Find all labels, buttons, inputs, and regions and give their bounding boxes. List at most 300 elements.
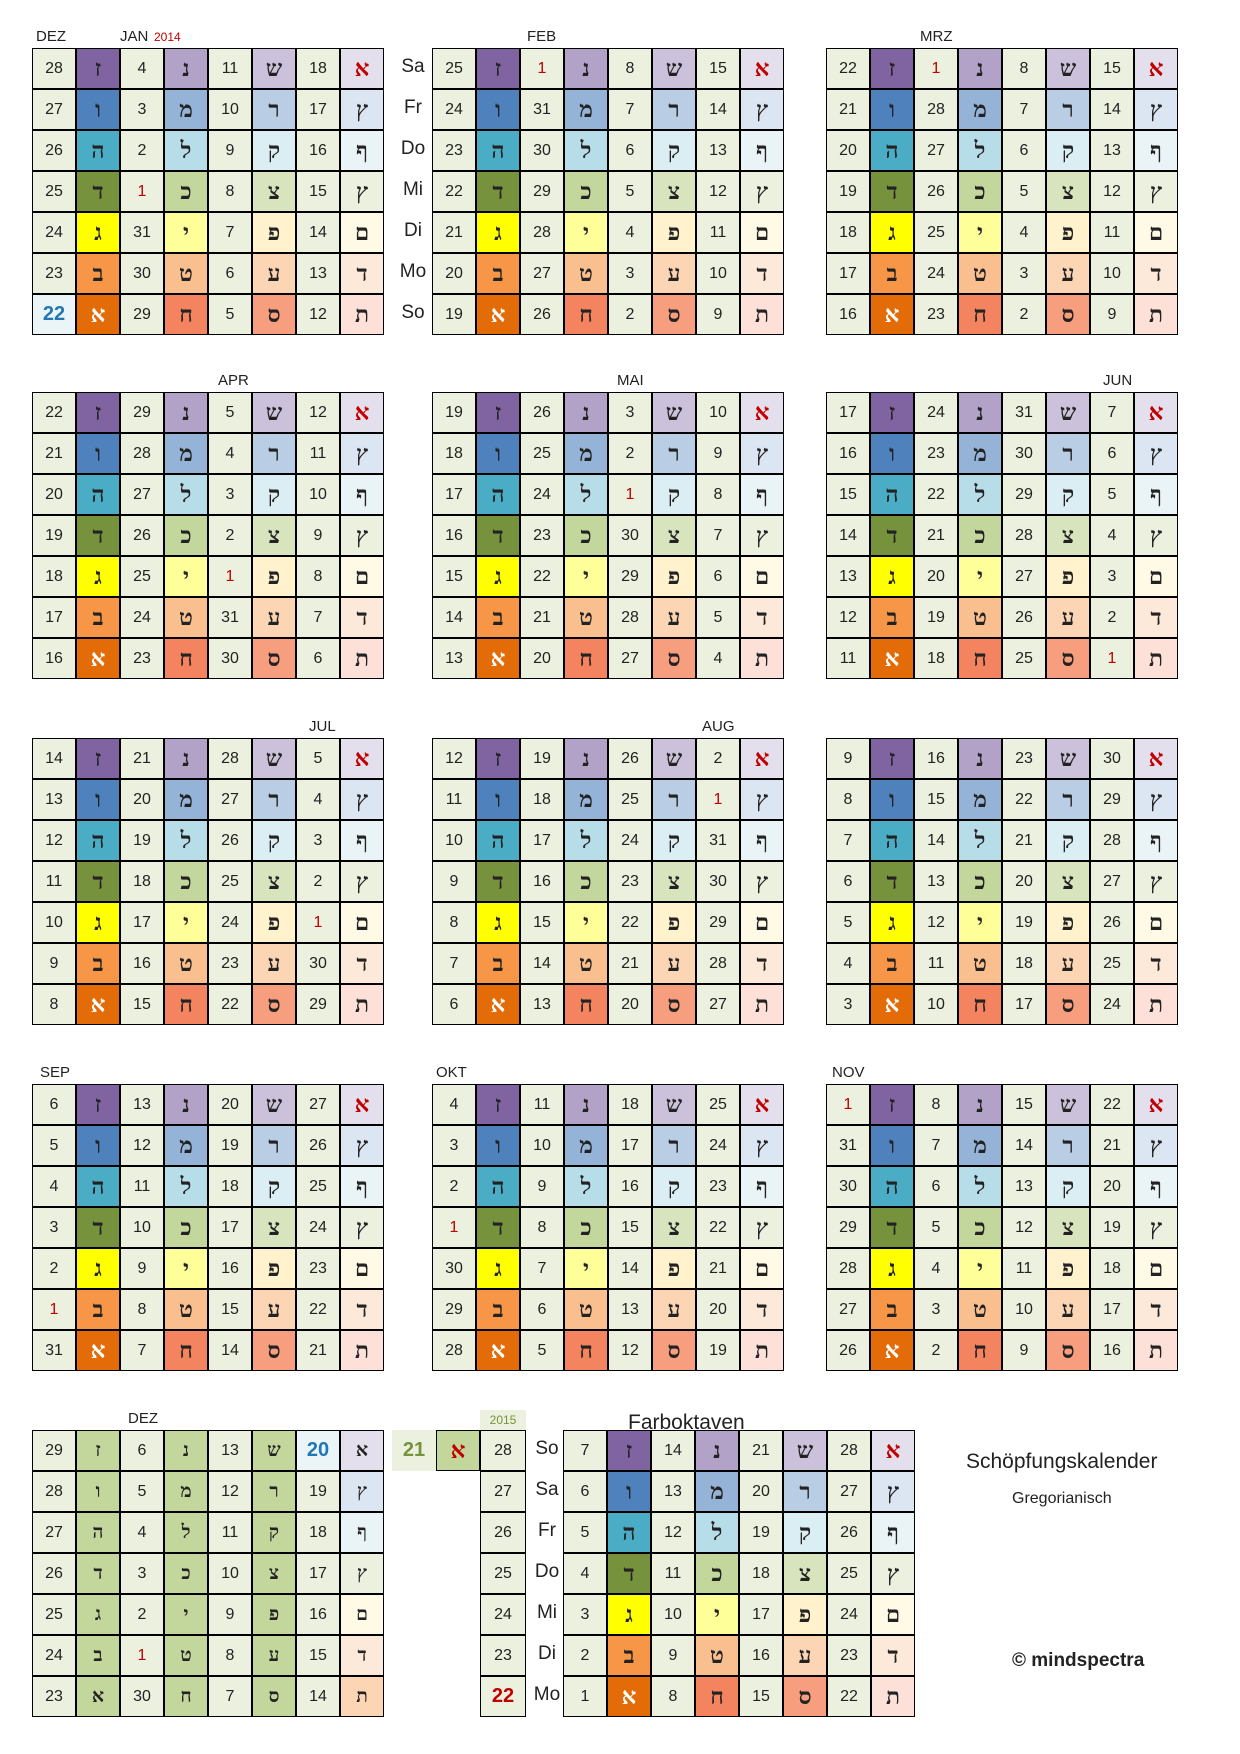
hebrew-letter-cell: ק — [252, 130, 296, 171]
hebrew-letter-cell: ם — [1134, 212, 1178, 253]
day-number-cell: 3 — [563, 1594, 607, 1635]
day-number-cell: 27 — [608, 638, 652, 679]
day-number-cell: 18 — [32, 556, 76, 597]
day-number-cell: 21 — [696, 1248, 740, 1289]
day-number-cell: 15 — [520, 902, 564, 943]
day-number-cell: 10 — [520, 1125, 564, 1166]
day-number-cell: 1 — [120, 1635, 164, 1676]
day-number-cell: 8 — [826, 779, 870, 820]
day-number-cell: 8 — [208, 171, 252, 212]
day-number-cell: 11 — [1002, 1248, 1046, 1289]
month-grid — [826, 392, 1178, 679]
hebrew-letter-cell: ה — [476, 820, 520, 861]
day-number-cell: 30 — [120, 253, 164, 294]
day-number-cell: 6 — [696, 556, 740, 597]
day-number-cell: 8 — [208, 1635, 252, 1676]
day-number-cell: 16 — [120, 943, 164, 984]
month-grid — [432, 392, 784, 679]
hebrew-letter-cell: ו — [76, 1471, 120, 1512]
day-number-cell: 14 — [1002, 1125, 1046, 1166]
hebrew-letter-cell: י — [958, 902, 1002, 943]
day-number-cell: 19 — [432, 294, 476, 335]
hebrew-letter-cell: ץ — [340, 89, 384, 130]
day-number-cell: 17 — [296, 1553, 340, 1594]
hebrew-letter-cell: ו — [76, 1125, 120, 1166]
day-number-cell: 16 — [826, 433, 870, 474]
hebrew-letter-cell: ץ — [740, 433, 784, 474]
day-number-cell: 12 — [914, 902, 958, 943]
hebrew-letter-cell: ד — [476, 1207, 520, 1248]
hebrew-letter-cell: ו — [607, 1471, 651, 1512]
hebrew-letter-cell: ו — [476, 1125, 520, 1166]
hebrew-letter-cell: ד — [76, 171, 120, 212]
hebrew-letter-cell: ד — [340, 253, 384, 294]
day-number-cell: 1 — [696, 779, 740, 820]
day-number-cell: 12 — [826, 597, 870, 638]
hebrew-letter-cell: ת — [740, 294, 784, 335]
day-number-cell: 16 — [914, 738, 958, 779]
hebrew-letter-cell: ל — [564, 130, 608, 171]
hebrew-letter-cell: ר — [252, 779, 296, 820]
hebrew-letter-cell: ד — [1134, 253, 1178, 294]
hebrew-letter-cell: מ — [958, 1125, 1002, 1166]
day-number-cell: 12 — [1002, 1207, 1046, 1248]
day-number-cell: 20 — [739, 1471, 783, 1512]
day-number-cell: 21 — [432, 212, 476, 253]
day-number-cell: 22 — [1002, 779, 1046, 820]
hebrew-letter-cell: נ — [564, 48, 608, 89]
hebrew-letter-cell: פ — [252, 1248, 296, 1289]
day-number-cell: 9 — [120, 1248, 164, 1289]
day-number-cell: 10 — [432, 820, 476, 861]
hebrew-letter-cell: ץ — [1134, 171, 1178, 212]
hebrew-letter-cell: ב — [870, 943, 914, 984]
day-number-cell: 25 — [520, 433, 564, 474]
day-number-cell: 1 — [208, 556, 252, 597]
day-number-cell: 22 — [296, 1289, 340, 1330]
hebrew-letter-cell: ב — [76, 943, 120, 984]
hebrew-letter-cell: נ — [958, 48, 1002, 89]
hebrew-letter-cell: ק — [652, 474, 696, 515]
day-number-cell: 13 — [914, 861, 958, 902]
hebrew-letter-cell: ק — [652, 820, 696, 861]
hebrew-letter-cell: ס — [1046, 638, 1090, 679]
hebrew-letter-cell: ד — [740, 1289, 784, 1330]
hebrew-letter-cell: ץ — [1134, 861, 1178, 902]
day-number-cell: 24 — [608, 820, 652, 861]
day-number-cell: 4 — [696, 638, 740, 679]
day-number-cell: 11 — [296, 433, 340, 474]
hebrew-letter-cell: ד — [870, 515, 914, 556]
hebrew-letter-cell: ל — [958, 820, 1002, 861]
hebrew-letter-cell: ם — [740, 212, 784, 253]
month-label: OKT — [436, 1064, 467, 1081]
hebrew-letter-cell: ל — [164, 130, 208, 171]
hebrew-letter-cell: ז — [870, 48, 914, 89]
day-number-cell: 22 — [696, 1207, 740, 1248]
hebrew-letter-cell: א — [740, 738, 784, 779]
day-number-cell: 26 — [520, 392, 564, 433]
hebrew-letter-cell: ץ — [340, 1553, 384, 1594]
day-number-cell: 1 — [520, 48, 564, 89]
day-number-cell: 21 — [739, 1430, 783, 1471]
day-number-cell: 24 — [296, 1207, 340, 1248]
hebrew-letter-cell: ץ — [740, 779, 784, 820]
day-number-cell: 22 — [914, 474, 958, 515]
day-number-cell: 5 — [208, 392, 252, 433]
day-number-cell: 3 — [32, 1207, 76, 1248]
day-number-cell: 21 — [826, 89, 870, 130]
weekday-label: So — [535, 1438, 559, 1459]
hebrew-letter-cell: מ — [164, 779, 208, 820]
weekday-label: Do — [400, 138, 426, 159]
hebrew-letter-cell: ע — [652, 1289, 696, 1330]
hebrew-letter-cell: פ — [652, 212, 696, 253]
day-number-cell: 4 — [296, 779, 340, 820]
day-number-cell: 15 — [120, 984, 164, 1025]
day-number-cell: 25 — [1090, 943, 1134, 984]
day-number-cell: 15 — [1090, 48, 1134, 89]
day-number-cell: 7 — [563, 1430, 607, 1471]
hebrew-letter-cell: ט — [164, 253, 208, 294]
day-number-cell: 31 — [120, 212, 164, 253]
hebrew-letter-cell: ט — [695, 1635, 739, 1676]
day-number-cell: 11 — [651, 1553, 695, 1594]
hebrew-letter-cell: ם — [340, 556, 384, 597]
day-number-cell: 12 — [120, 1125, 164, 1166]
day-number-cell: 6 — [826, 861, 870, 902]
day-number-cell: 13 — [1002, 1166, 1046, 1207]
month-label: JAN — [120, 28, 149, 45]
hebrew-letter-cell: כ — [164, 515, 208, 556]
day-number-cell: 13 — [608, 1289, 652, 1330]
month-grid — [32, 392, 384, 679]
day-number-cell: 30 — [432, 1248, 476, 1289]
day-number-cell: 3 — [608, 253, 652, 294]
hebrew-letter-cell: ע — [652, 597, 696, 638]
hebrew-letter-cell: ז — [76, 738, 120, 779]
hebrew-letter-cell: א — [476, 294, 520, 335]
day-number-cell: 2 — [208, 515, 252, 556]
day-number-cell: 27 — [914, 130, 958, 171]
day-number-cell: 3 — [1090, 556, 1134, 597]
hebrew-letter-cell: ה — [870, 1166, 914, 1207]
hebrew-letter-cell: ב — [476, 943, 520, 984]
day-number-cell: 25 — [696, 1084, 740, 1125]
hebrew-letter-cell: ק — [783, 1512, 827, 1553]
day-number-cell: 13 — [296, 253, 340, 294]
day-number-cell: 4 — [826, 943, 870, 984]
day-number-cell: 26 — [32, 1553, 76, 1594]
hebrew-letter-cell: י — [564, 212, 608, 253]
hebrew-letter-cell: נ — [564, 1084, 608, 1125]
hebrew-letter-cell: ו — [476, 433, 520, 474]
month-grid — [432, 48, 784, 335]
hebrew-letter-cell: ף — [1134, 130, 1178, 171]
hebrew-letter-cell: א — [1134, 1084, 1178, 1125]
hebrew-letter-cell: ח — [564, 1330, 608, 1371]
hebrew-letter-cell: ג — [607, 1594, 651, 1635]
month-label: DEZ — [128, 1410, 158, 1427]
hebrew-letter-cell: ל — [164, 474, 208, 515]
day-number-cell: 26 — [208, 820, 252, 861]
day-number-cell: 4 — [432, 1084, 476, 1125]
hebrew-letter-cell: ד — [870, 1207, 914, 1248]
day-number-cell: 8 — [32, 984, 76, 1025]
day-number-cell: 15 — [608, 1207, 652, 1248]
hebrew-letter-cell: ז — [476, 738, 520, 779]
day-number-cell: 6 — [608, 130, 652, 171]
day-number-cell: 11 — [1090, 212, 1134, 253]
hebrew-letter-cell: א — [870, 1330, 914, 1371]
hebrew-letter-cell: ק — [252, 474, 296, 515]
month-grid — [32, 1084, 384, 1371]
day-number-cell: 3 — [432, 1125, 476, 1166]
day-number-cell: 22 — [432, 171, 476, 212]
day-number-cell: 31 — [32, 1330, 76, 1371]
day-number-cell: 5 — [520, 1330, 564, 1371]
hebrew-letter-cell: ש — [1046, 48, 1090, 89]
hebrew-letter-cell: ש — [1046, 1084, 1090, 1125]
hebrew-letter-cell: נ — [164, 392, 208, 433]
hebrew-letter-cell: כ — [164, 1553, 208, 1594]
hebrew-letter-cell: ת — [740, 638, 784, 679]
hebrew-letter-cell: צ — [783, 1553, 827, 1594]
hebrew-letter-cell: ע — [1046, 253, 1090, 294]
month-label: JUN — [1103, 372, 1133, 389]
day-number-cell: 16 — [826, 294, 870, 335]
day-number-cell: 22 — [32, 294, 76, 335]
hebrew-letter-cell: ב — [870, 253, 914, 294]
hebrew-letter-cell: ז — [476, 1084, 520, 1125]
day-number-cell: 2 — [296, 861, 340, 902]
day-number-cell: 24 — [1090, 984, 1134, 1025]
hebrew-letter-cell: א — [870, 984, 914, 1025]
weekday-label: Fr — [538, 1520, 556, 1541]
hebrew-letter-cell: ת — [340, 294, 384, 335]
day-number-cell: 1 — [1090, 638, 1134, 679]
hebrew-letter-cell: ר — [652, 89, 696, 130]
hebrew-letter-cell: א — [340, 1084, 384, 1125]
day-number-cell: 14 — [608, 1248, 652, 1289]
day-number-cell: 30 — [1090, 738, 1134, 779]
day-number-cell: 17 — [296, 89, 340, 130]
day-number-cell: 27 — [1002, 556, 1046, 597]
hebrew-letter-cell: נ — [958, 1084, 1002, 1125]
day-number-cell: 31 — [520, 89, 564, 130]
hebrew-letter-cell: פ — [252, 1594, 296, 1635]
hebrew-letter-cell: ע — [252, 1289, 296, 1330]
day-number-cell: 5 — [696, 597, 740, 638]
day-number-cell: 12 — [296, 294, 340, 335]
day-number-cell: 11 — [696, 212, 740, 253]
hebrew-letter-cell: ד — [76, 861, 120, 902]
day-number-cell: 8 — [608, 48, 652, 89]
hebrew-letter-cell: נ — [164, 1430, 208, 1471]
day-number-cell: 10 — [120, 1207, 164, 1248]
hebrew-letter-cell: פ — [652, 1248, 696, 1289]
day-number-cell: 24 — [432, 89, 476, 130]
day-number-cell: 30 — [520, 130, 564, 171]
day-number-cell: 28 — [827, 1430, 871, 1471]
hebrew-letter-cell: א — [340, 738, 384, 779]
day-number-cell: 17 — [739, 1594, 783, 1635]
day-number-cell: 18 — [1002, 943, 1046, 984]
hebrew-letter-cell: ע — [1046, 943, 1090, 984]
hebrew-letter-cell: כ — [958, 861, 1002, 902]
hebrew-letter-cell: ש — [252, 392, 296, 433]
day-number-cell: 17 — [608, 1125, 652, 1166]
hebrew-letter-cell: ק — [652, 1166, 696, 1207]
day-number-cell: 17 — [120, 902, 164, 943]
hebrew-letter-cell: ה — [476, 130, 520, 171]
hebrew-letter-cell: א — [870, 638, 914, 679]
hebrew-letter-cell: ם — [740, 556, 784, 597]
day-number-cell: 31 — [826, 1125, 870, 1166]
day-number-cell: 27 — [696, 984, 740, 1025]
hebrew-letter-cell: ד — [1134, 597, 1178, 638]
hebrew-letter-cell: צ — [652, 861, 696, 902]
hebrew-letter-cell: ג — [870, 902, 914, 943]
day-number-cell: 8 — [296, 556, 340, 597]
day-number-cell: 26 — [826, 1330, 870, 1371]
day-number-cell: 9 — [296, 515, 340, 556]
hebrew-letter-cell: ד — [870, 171, 914, 212]
day-number-cell: 18 — [608, 1084, 652, 1125]
day-number-cell: 14 — [520, 943, 564, 984]
day-number-cell: 15 — [826, 474, 870, 515]
day-number-cell: 9 — [520, 1166, 564, 1207]
hebrew-letter-cell: ת — [871, 1676, 915, 1717]
day-number-cell: 25 — [432, 48, 476, 89]
day-number-cell: 26 — [1002, 597, 1046, 638]
day-number-cell: 5 — [208, 294, 252, 335]
day-number-cell: 24 — [120, 597, 164, 638]
hebrew-letter-cell: כ — [164, 1207, 208, 1248]
hebrew-letter-cell: פ — [252, 902, 296, 943]
day-number-cell: 17 — [826, 253, 870, 294]
hebrew-letter-cell: ק — [1046, 820, 1090, 861]
day-number-cell: 2 — [608, 294, 652, 335]
day-number-cell: 26 — [827, 1512, 871, 1553]
hebrew-letter-cell: ג — [476, 556, 520, 597]
day-number-cell: 9 — [651, 1635, 695, 1676]
day-number-cell: 26 — [608, 738, 652, 779]
day-number-cell: 20 — [208, 1084, 252, 1125]
day-number-cell: 4 — [563, 1553, 607, 1594]
hebrew-letter-cell: א — [607, 1676, 651, 1717]
hebrew-letter-cell: ת — [740, 1330, 784, 1371]
hebrew-letter-cell: י — [164, 1248, 208, 1289]
day-number-cell: 27 — [827, 1471, 871, 1512]
day-number-cell: 30 — [208, 638, 252, 679]
hebrew-letter-cell: ץ — [740, 1125, 784, 1166]
weekday-label: Sa — [535, 1479, 559, 1500]
day-number-cell: 19 — [520, 738, 564, 779]
bridge-number-cell: 25 — [480, 1553, 526, 1594]
day-number-cell: 25 — [32, 1594, 76, 1635]
hebrew-letter-cell: מ — [164, 89, 208, 130]
hebrew-letter-cell: ם — [740, 1248, 784, 1289]
hebrew-letter-cell: ע — [652, 253, 696, 294]
day-number-cell: 7 — [208, 1676, 252, 1717]
weekday-label: Mo — [399, 261, 427, 282]
hebrew-letter-cell: ל — [164, 820, 208, 861]
day-number-cell: 8 — [696, 474, 740, 515]
hebrew-letter-cell: ץ — [1134, 1125, 1178, 1166]
hebrew-letter-cell: ד — [870, 861, 914, 902]
day-number-cell: 29 — [432, 1289, 476, 1330]
green-letter-cell: א — [436, 1430, 480, 1471]
day-number-cell: 21 — [608, 943, 652, 984]
day-number-cell: 20 — [1002, 861, 1046, 902]
hebrew-letter-cell: י — [564, 902, 608, 943]
hebrew-letter-cell: ש — [1046, 738, 1090, 779]
day-number-cell: 21 — [1090, 1125, 1134, 1166]
hebrew-letter-cell: ה — [76, 1166, 120, 1207]
day-number-cell: 9 — [826, 738, 870, 779]
hebrew-letter-cell: ש — [652, 738, 696, 779]
month-label: JUL — [309, 718, 336, 735]
bridge-number-cell: 24 — [480, 1594, 526, 1635]
day-number-cell: 14 — [296, 212, 340, 253]
day-number-cell: 29 — [826, 1207, 870, 1248]
hebrew-letter-cell: ד — [740, 253, 784, 294]
weekday-label: Mi — [536, 1602, 558, 1623]
hebrew-letter-cell: ר — [252, 433, 296, 474]
day-number-cell: 30 — [120, 1676, 164, 1717]
hebrew-letter-cell: מ — [564, 779, 608, 820]
hebrew-letter-cell: פ — [1046, 212, 1090, 253]
hebrew-letter-cell: י — [564, 1248, 608, 1289]
day-number-cell: 23 — [827, 1635, 871, 1676]
hebrew-letter-cell: ת — [340, 638, 384, 679]
day-number-cell: 12 — [296, 392, 340, 433]
month-label: DEZ — [36, 28, 66, 45]
month-grid — [432, 1084, 784, 1371]
day-number-cell: 12 — [1090, 171, 1134, 212]
day-number-cell: 9 — [1090, 294, 1134, 335]
day-number-cell: 10 — [208, 1553, 252, 1594]
day-number-cell: 30 — [696, 861, 740, 902]
day-number-cell: 23 — [1002, 738, 1046, 779]
day-number-cell: 23 — [608, 861, 652, 902]
day-number-cell: 25 — [1002, 638, 1046, 679]
hebrew-letter-cell: ט — [164, 597, 208, 638]
hebrew-letter-cell: מ — [164, 1125, 208, 1166]
day-number-cell: 19 — [120, 820, 164, 861]
day-number-cell: 2 — [914, 1330, 958, 1371]
hebrew-letter-cell: ר — [1046, 89, 1090, 130]
hebrew-letter-cell: ח — [958, 984, 1002, 1025]
day-number-cell: 22 — [32, 392, 76, 433]
hebrew-letter-cell: נ — [564, 738, 608, 779]
hebrew-letter-cell: ק — [252, 1166, 296, 1207]
day-number-cell: 28 — [208, 738, 252, 779]
day-number-cell: 18 — [296, 48, 340, 89]
hebrew-letter-cell: ד — [476, 861, 520, 902]
hebrew-letter-cell: ם — [1134, 1248, 1178, 1289]
bridge-number-cell: 28 — [480, 1430, 526, 1471]
hebrew-letter-cell: ג — [870, 556, 914, 597]
hebrew-letter-cell: ג — [476, 1248, 520, 1289]
hebrew-letter-cell: ת — [1134, 984, 1178, 1025]
hebrew-letter-cell: ד — [1134, 943, 1178, 984]
day-number-cell: 31 — [208, 597, 252, 638]
month-grid — [826, 738, 1178, 1025]
hebrew-letter-cell: ץ — [1134, 89, 1178, 130]
hebrew-letter-cell: ר — [783, 1471, 827, 1512]
